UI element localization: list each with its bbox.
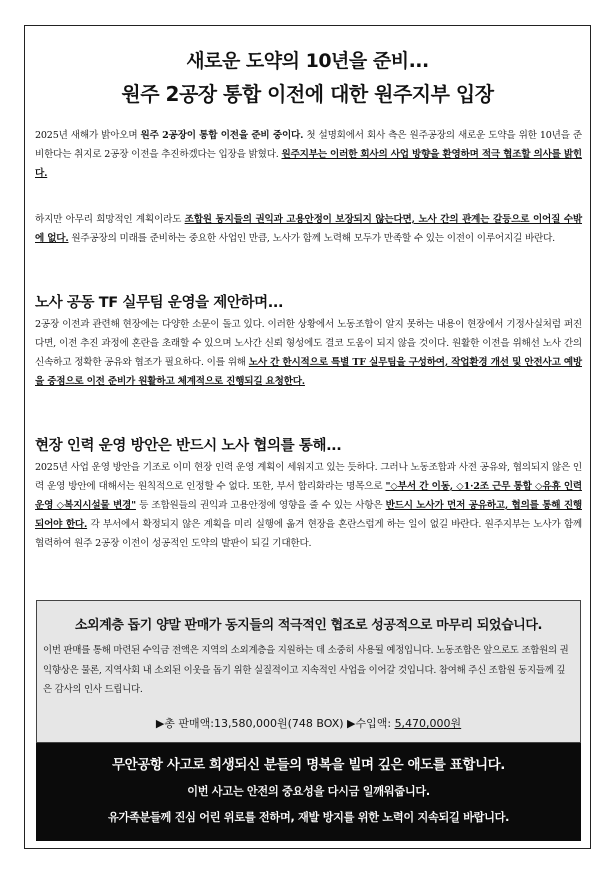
sock-sale-notice-box (36, 600, 581, 743)
title-line-1: 새로운 도약의 10년을 준비... (186, 50, 429, 72)
staffing-emphasis-items: "◇부서 간 이동, ◇1·2조 근무 통합 ◇유휴 인력 운영 ◇복지시설물 변경" (35, 481, 582, 511)
sock-sale-body: 이번 판매를 통해 마련된 수익금 전액은 지역의 소외계층을 지원하는 데 소중히 사용될 예정입니다. 노동조합은 앞으로도 조합원의 권익향상은 물론, 지역사회 내 소외된 이웃을 돕기 위한 실질적이고 지속적인 사업을 이어갈 것입니다. 참여해 주신 조합원 동지들께 깊은 감사의 인사 드립니다. (43, 645, 569, 695)
sock-sale-summary (37, 715, 580, 731)
income-value: 5,470,000원 (394, 717, 462, 730)
intro-emphasis: 원주지부는 이러한 회사의 사업 방향을 환영하며 적극 협조할 의사를 밝힌다. (35, 149, 582, 179)
section-heading-tf: 노사 공동 TF 실무팀 운영을 제안하며... (35, 295, 284, 311)
intro-bold-text: 원주 2공장이 통합 이전을 준비 중이다. (140, 130, 304, 141)
sock-sale-title: 소외계층 돕기 양말 판매가 동지들의 적극적인 협조로 성공적으로 마무리 되었습니다. (74, 618, 543, 633)
second-paragraph (35, 210, 582, 248)
staffing-text-3: 각 부서에서 확정되지 않은 계획을 미리 실행에 옮겨 현장을 혼란스럽게 하는 일이 없길 바란다. 원주지부는 노사가 함께 협력하여 원주 2공장 이전이 성공적인 도약의 발판이 되길 기대한다. (35, 519, 582, 549)
section-heading-staffing: 현장 인력 운영 방안은 반드시 노사 협의를 통해... (35, 438, 342, 454)
memorial-line-2: 유가족분들께 진심 어린 위로를 전하며, 재발 방지를 위한 노력이 지속되길 바랍니다. (107, 811, 510, 824)
para2-text-1: 하지만 아무리 희망적인 계획이라도 (35, 214, 185, 225)
para2-text-2: 원주공장의 미래를 준비하는 중요한 사업인 만큼, 노사가 함께 노력해 모두가 만족할 수 있는 이전이 이루어지길 바란다. (68, 233, 556, 244)
section-tf-paragraph (35, 315, 582, 391)
staffing-emphasis-requirement: 반드시 노사가 먼저 공유하고, 협의를 통해 진행되어야 한다. (35, 500, 582, 530)
staffing-text-1: 2025년 사업 운영 방안을 기조로 이미 현장 인력 운영 계획이 세워지고 있는 듯하다. 그러나 노동조합과 사전 공유와, 협의되지 않은 인력 운영 방안에 대해서는 원칙적으로 인정할 수 없다. 또한, 부서 합리화라는 명목으로 (35, 462, 582, 492)
memorial-box (36, 743, 581, 841)
section-tf-emphasis: 노사 간 한시적으로 특별 TF 실무팀을 구성하여, 작업환경 개선 및 안전사고 예방을 중점으로 이전 준비가 원활하고 체계적으로 진행되길 요청한다. (35, 357, 582, 387)
staffing-text-2: 등 조합원들의 권익과 고용안정에 영향을 줄 수 있는 사항은 (135, 500, 386, 511)
para2-emphasis: 조합원 동지들의 권익과 고용안정이 보장되지 않는다면, 노사 간의 관계는 갈등으로 이어질 수밖에 없다. (35, 214, 582, 244)
intro-text-1: 2025년 새해가 밝아오며 (35, 130, 141, 141)
statement-document (24, 25, 591, 849)
intro-text-2: 첫 설명회에서 회사 측은 원주공장의 새로운 도약을 위한 10년을 준비한다는 취지로 2공장 이전을 추진하겠다는 입장을 밝혔다. (35, 130, 582, 160)
sales-total-label: ▶총 판매액:13,580,000원(748 BOX) ▶수입액: (155, 717, 395, 730)
intro-paragraph (35, 126, 582, 183)
title-line-2: 원주 2공장 통합 이전에 대한 원주지부 입장 (121, 82, 494, 106)
section-tf-text: 2공장 이전과 관련해 현장에는 다양한 소문이 돌고 있다. 이러한 상황에서 노동조합이 알지 못하는 내용이 현장에서 기정사실처럼 퍼진다면, 이전 추진 과정에 혼란을 초래할 수 있으며 노사간 신뢰 형성에도 결코 도움이 되지 않을 것이다. 원활한 이전을 위해선 노사 간의 신속하고 정확한 공유와 협조가 필요하다. 이를 위해 (35, 319, 582, 368)
section-staffing-paragraph (35, 458, 582, 553)
memorial-title: 무안공항 사고로 희생되신 분들의 명복을 빌며 깊은 애도를 표합니다. (111, 757, 506, 773)
memorial-line-1: 이번 사고는 안전의 중요성을 다시금 일깨워줍니다. (187, 785, 430, 798)
